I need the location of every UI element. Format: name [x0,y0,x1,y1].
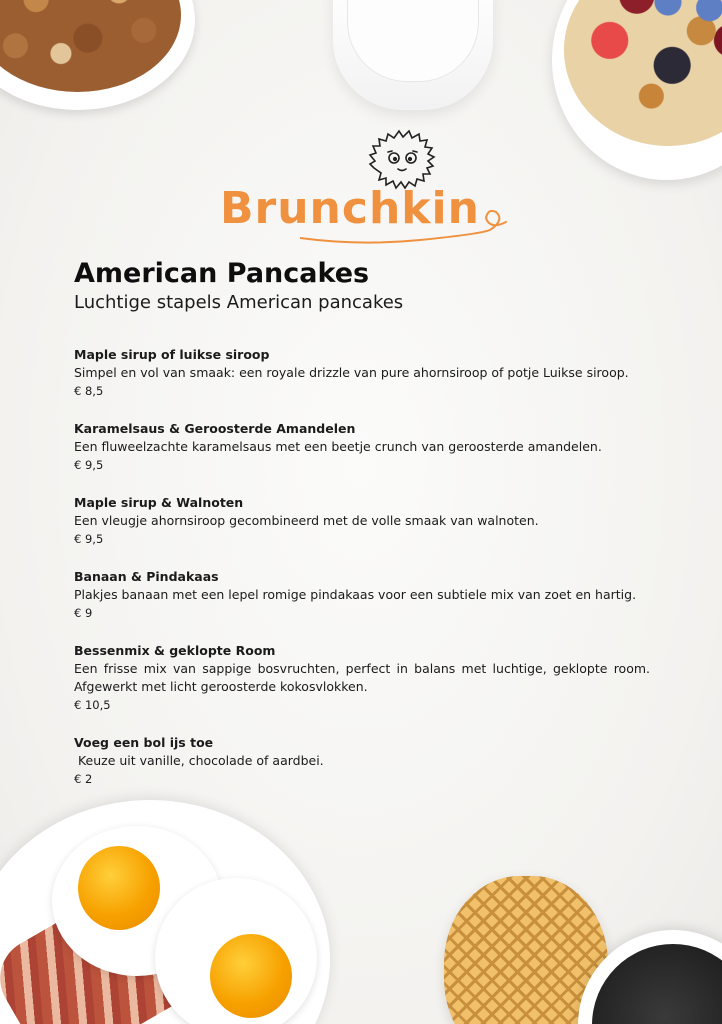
menu-item [74,494,650,548]
menu-item-name: Karamelsaus & Geroosterde Amandelen [74,421,356,436]
menu-item-description: Keuze uit vanille, chocolade of aardbei. [74,753,324,768]
menu-item-price: € 9 [74,606,93,620]
milk-glass-image [333,0,493,110]
nuts-bowl-image [0,0,195,110]
menu-item-price: € 8,5 [74,384,104,398]
section-title: American Pancakes [74,258,370,289]
granola-bowl-image [552,0,722,180]
menu-item-name: Bessenmix & geklopte Room [74,643,276,658]
menu-item-price: € 9,5 [74,532,104,546]
menu-item-name: Maple sirup of luikse siroop [74,347,270,362]
brand-logo-text: Brunchkin [220,183,480,234]
menu-item-description: Simpel en vol van smaak: een royale drizzle van pure ahornsiroop of potje Luikse siroop. [74,365,629,380]
menu-item [74,420,650,474]
menu-item-name: Banaan & Pindakaas [74,569,219,584]
menu-item-name: Voeg een bol ijs toe [74,735,214,750]
menu-item [74,734,650,788]
section-subtitle: Luchtige stapels American pancakes [74,292,404,313]
menu-item-name: Maple sirup & Walnoten [74,495,244,510]
fried-egg-image [155,878,317,1024]
menu-item-description: Plakjes banaan met een lepel romige pindakaas voor een subtiele mix van zoet en hartig. [74,587,637,602]
menu-item-description: Een fluweelzachte karamelsaus met een beetje crunch van geroosterde amandelen. [74,439,602,454]
menu-item-price: € 2 [74,772,93,786]
menu-item-price: € 9,5 [74,458,104,472]
menu-content [74,258,650,788]
menu-item-description: Een frisse mix van sappige bosvruchten, perfect in balans met luchtige, geklopte room. Afgewerkt met licht geroosterde kokosvlokken. [74,661,650,694]
menu-item-price: € 10,5 [74,698,111,712]
menu-item [74,642,650,714]
menu-item [74,568,650,622]
logo-swirl-icon [300,190,510,250]
menu-item [74,346,650,400]
menu-item-description: Een vleugje ahornsiroop gecombineerd met de volle smaak van walnoten. [74,513,539,528]
